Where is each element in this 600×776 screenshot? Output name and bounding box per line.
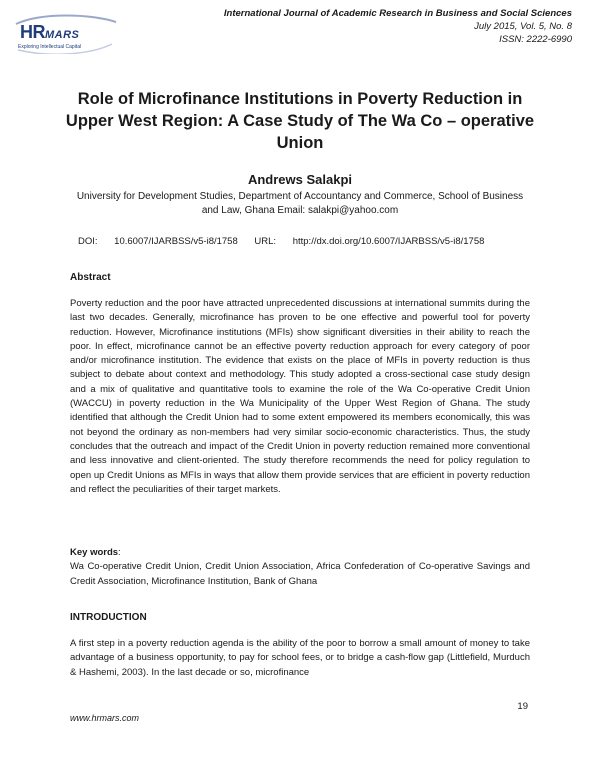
author-name: Andrews Salakpi	[247, 172, 353, 187]
paper-title: Role of Microfinance Institutions in Poverty Reduction in Upper West Region: A Case Study of The Wa Co – operative Union	[65, 90, 535, 152]
doi-line	[78, 236, 498, 247]
doi-label: DOI:	[78, 236, 98, 247]
journal-name: International Journal of Academic Research in Business and Social Sciences	[223, 8, 572, 19]
hrmars-logo	[12, 14, 122, 54]
author-affiliation: University for Development Studies, Department of Accountancy and Commerce, School of Business and Law, Ghana Email: salakpi@yahoo.com	[76, 191, 524, 216]
footer-url[interactable]: www.hrmars.com	[70, 713, 140, 723]
doi-value[interactable]: 10.6007/IJARBSS/v5-i8/1758	[114, 236, 238, 247]
url-label: URL:	[254, 236, 277, 247]
journal-issn: ISSN: 2222-6990	[499, 34, 572, 45]
journal-issue: July 2015, Vol. 5, No. 8	[474, 21, 572, 32]
abstract-text: Poverty reduction and the poor have attracted unprecedented discussions at international summits during the last two decades. Generally, microfinance has proven to be one effective and powerful tool for poverty reduction. However, Microfinance institutions (MFIs) show significant diversities in their ability to reach the poor. In effect, microfinance cannot be an effective poverty reduction approach for every category of poor and/or microfinance institution. The evidence that exists on the place of MFIs in poverty reduction is thus subject to debate about context and methodology. This study adopted a cross-sectional case study design and a mix of qualitative and quantitative tools to examine the role of the Wa Co-operative Credit Union (WACCU) in poverty reduction in the Wa Municipality of the Upper West Region of Ghana. The study identified that although the Credit Union had to some extent empowered its members economically, this was not beyond the ordinary as non-members had very similar socio-economic characteristics. Thus, the study concludes that the outreach and impact of the Credit Union in poverty reduction remained more conventional and less innovative and client-oriented. The study therefore recommends the need for policy regulation to open up Credit Unions as MFIs in ways that allow them provide services that are efficient in poverty reduction and reflect the peculiarities of their target markets.	[70, 298, 530, 495]
logo-main: HR	[20, 22, 45, 42]
keywords-text: Wa Co-operative Credit Union, Credit Union Association, Africa Confederation of Co-operative Savings and Credit Association, Microfinance Institution, Bank of Ghana	[70, 561, 530, 587]
introduction-text: A first step in a poverty reduction agenda is the ability of the poor to borrow a small amount of money to take advantage of a business opportunity, to pay for school fees, or to bridge a cash-flow gap (Littlefield, Murduch & Hashemi, 2003). In the last decade or so, microfinance	[70, 638, 530, 678]
journal-header	[224, 7, 572, 46]
introduction-heading: INTRODUCTION	[70, 612, 147, 623]
logo-sub: MARS	[45, 29, 80, 41]
url-value[interactable]: http://dx.doi.org/10.6007/IJARBSS/v5-i8/1758	[292, 236, 485, 247]
page-number: 19	[517, 701, 528, 712]
logo-tagline: Exploring Intellectual Capital	[18, 44, 82, 50]
logo-text	[20, 22, 79, 43]
keywords-colon: :	[118, 547, 121, 558]
keywords-label: Key words	[70, 547, 119, 558]
abstract-heading: Abstract	[70, 272, 111, 283]
keywords-block	[70, 546, 530, 589]
